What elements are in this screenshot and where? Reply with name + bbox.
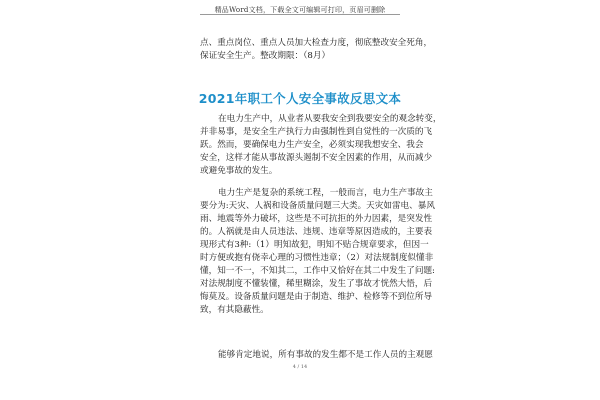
paragraph-1 (200, 113, 442, 178)
text-line: 点、重点岗位、重点人员加大检查力度，彻底整改安全死角， (200, 38, 433, 48)
text-line: 的。人祸就是由人员违法、违规、违章等原因造成的，主要表 (200, 227, 433, 237)
document-title: 2021年职工个人安全事故反思文本 (198, 91, 402, 106)
text-line: 时方便或抱有侥幸心理的习惯性违章；（2）对法规制度似懂非 (200, 253, 434, 263)
text-line: 并非易事，是安全生产执行力由强制性到自觉性的一次质的飞 (200, 127, 433, 137)
text-line: 在电力生产中，从业者从要我安全到我要安全的观念转变， (218, 114, 442, 124)
text-line: 现形式有3种:（1）明知故犯，明知不贴合规章要求，但因一 (200, 240, 429, 250)
paragraph-2 (200, 187, 435, 317)
text-line: 雨、地震等外力破坏，这些是不可抗拒的外力因素，是突发性 (200, 214, 433, 224)
text-line: 安全，这样才能从事故源头遏制不安全因素的作用，从而减少 (200, 153, 433, 163)
text-line: 能够肯定地说，所有事故的发生都不是工作人员的主观愿 (218, 350, 433, 360)
header-note: 精品Word文档，下载全文可编辑可打印，页眉可删除 (214, 6, 386, 14)
text-line: 保证安全生产。整改期限：（8月） (200, 51, 331, 61)
text-line: 懂，知一不一，不知其二，工作中又恰好在其二中发生了问题: (200, 266, 435, 276)
paragraph-3 (200, 349, 433, 362)
text-line: 要分为:天灾、人祸和设备质量问题三大类。天灾如雷电、暴风 (200, 201, 435, 211)
text-line: 或避免事故的发生。 (200, 166, 278, 176)
page-number: 4 / 14 (292, 364, 308, 370)
text-line: 跃。然而，要确保电力生产安全，必须实现我想安全、我会 (200, 140, 424, 150)
text-line: 致，有其隐蔽性。 (200, 305, 269, 315)
header-divider (200, 14, 400, 15)
text-line: 对法规制度不懂装懂，稀里糊涂，发生了事故才恍然大悟，后 (200, 279, 433, 289)
text-line: 悔莫及。设备质量问题是由于制造、维护、检修等不到位所导 (200, 292, 433, 302)
text-line: 电力生产是复杂的系统工程，一般而言，电力生产事故主 (218, 188, 433, 198)
top-paragraph (200, 37, 433, 63)
